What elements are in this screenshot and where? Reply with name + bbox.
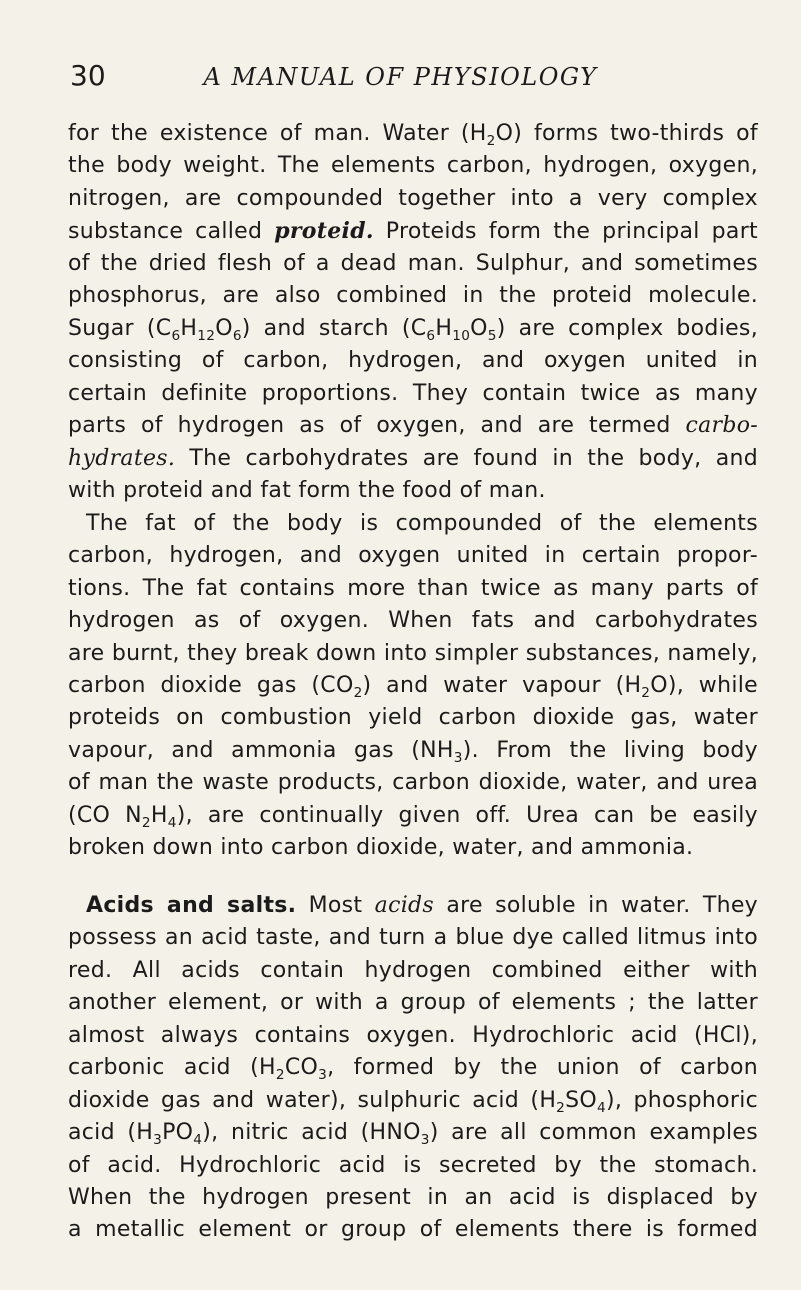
text-line: Sugar $(C_6H_{12}O_6)$ and starch $(C_6H_{10}O_5)$ are complex bodies,: [68, 315, 758, 344]
text-line: of the dried flesh of a dead man. Sulphur, and sometimes: [68, 250, 758, 276]
text-line: (CO $N_2H_4$), are continually given off. Urea can be easily: [68, 802, 758, 831]
text-line: parts of hydrogen as of oxygen, and are termed carbo-: [68, 413, 758, 439]
text-line: certain definite proportions. They contain twice as many: [68, 380, 758, 406]
text-line: another element, or with a group of elements ; the latter: [68, 990, 758, 1016]
text-line: acid $(H_3PO_4)$, nitric acid $(HNO_3)$ are all common examples: [68, 1120, 758, 1148]
text-line: with proteid and fat form the food of man.: [68, 478, 546, 504]
text-line: The fat of the body is compounded of the elements: [86, 510, 758, 536]
text-line: almost always contains oxygen. Hydrochloric acid (HCl),: [68, 1022, 758, 1048]
body-text: [68, 118, 758, 1247]
text-line: carbonic acid ($H_2CO_3$, formed by the union of carbon: [68, 1055, 759, 1083]
text-line: red. All acids contain hydrogen combined either with: [68, 957, 758, 983]
text-line: a metallic element or group of elements there is formed: [68, 1217, 758, 1243]
text-line: nitrogen, are compounded together into a very complex: [68, 185, 758, 211]
text-line: tions. The fat contains more than twice as many parts of: [68, 575, 758, 601]
text-line: substance called proteid. Proteids form the principal part: [68, 218, 758, 245]
text-line: proteids on combustion yield carbon dioxide gas, water: [68, 705, 758, 731]
page-number: 30: [70, 59, 106, 92]
text-line: carbon, hydrogen, and oxygen united in certain propor-: [68, 543, 758, 569]
text-line: possess an acid taste, and turn a blue dye called litmus into: [68, 925, 758, 951]
running-title: A MANUAL OF PHYSIOLOGY: [203, 63, 598, 91]
text-line: vapour, and ammonia gas $(NH_3)$. From the living body: [68, 737, 758, 766]
page-header: [0, 58, 801, 98]
text-line: are burnt, they break down into simpler substances, namely,: [68, 640, 758, 666]
text-line: hydrates. The carbohydrates are found in the body, and: [68, 445, 758, 471]
text-line: of man the waste products, carbon dioxide, water, and urea: [68, 770, 758, 796]
text-line: consisting of carbon, hydrogen, and oxygen united in: [68, 348, 758, 374]
text-line: the body weight. The elements carbon, hydrogen, oxygen,: [68, 153, 758, 179]
text-line: of acid. Hydrochloric acid is secreted by the stomach.: [68, 1152, 758, 1178]
text-line: Acids and salts. Most acids are soluble in water. They: [86, 892, 758, 918]
text-line: broken down into carbon dioxide, water, and ammonia.: [68, 835, 694, 861]
text-line: dioxide gas and water), sulphuric acid $(H_2SO_4)$, phosphoric: [68, 1087, 758, 1116]
text-line: carbon dioxide gas $(CO_2)$ and water vapour $(H_2O)$, while: [68, 672, 758, 701]
text-line: for the existence of man. Water $(H_2O)$ forms two-thirds of: [68, 121, 758, 149]
text-line: When the hydrogen present in an acid is displaced by: [68, 1185, 758, 1210]
paragraph-gap: [68, 865, 758, 890]
text-line: hydrogen as of oxygen. When fats and carbohydrates: [68, 608, 758, 634]
text-line: phosphorus, are also combined in the proteid molecule.: [68, 283, 758, 309]
